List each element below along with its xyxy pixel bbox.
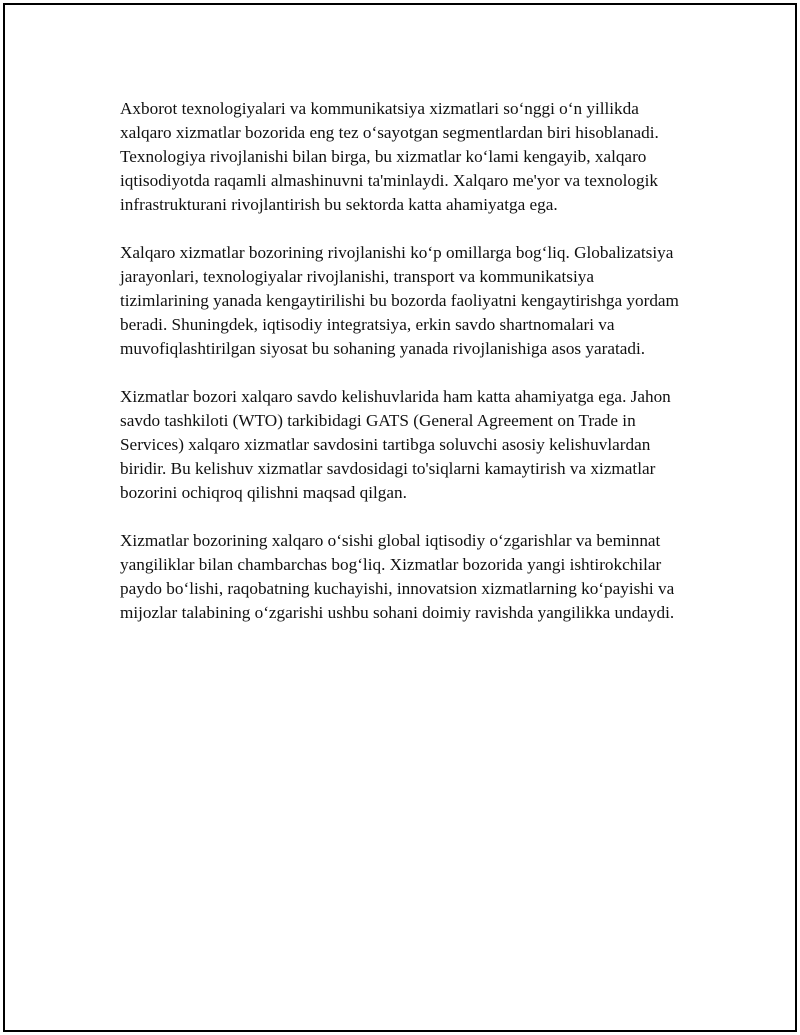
- paragraph-3: Xizmatlar bozori xalqaro savdo kelishuvlarida ham katta ahamiyatga ega. Jahon savdo tashkiloti (WTO) tarkibidagi GATS (General Agreement on Trade in Services) xalqaro xizmatlar savdosini tartibga soluvchi asosiy kelishuvlardan biridir. Bu kelishuv xizmatlar savdosidagi to'siqlarni kamaytirish va xizmatlar bozorini ochiqroq qilishni maqsad qilgan.: [120, 387, 671, 502]
- document-page: [3, 3, 797, 1032]
- paragraph-2: Xalqaro xizmatlar bozorining rivojlanishi ko‘p omillarga bog‘liq. Globalizatsiya jarayonlari, texnologiyalar rivojlanishi, transport va kommunikatsiya tizimlarining yanada kengaytirilishi bu bozorda faoliyatni kengaytirishga yordam beradi. Shuningdek, iqtisodiy integratsiya, erkin savdo shartnomalari va muvofiqlashtirilgan siyosat bu sohaning yanada rivojlanishiga asos yaratadi.: [120, 243, 679, 358]
- paragraph-1: Axborot texnologiyalari va kommunikatsiya xizmatlari so‘nggi o‘n yillikda xalqaro xizmatlar bozorida eng tez o‘sayotgan segmentlardan biri hisoblanadi. Texnologiya rivojlanishi bilan birga, bu xizmatlar ko‘lami kengayib, xalqaro iqtisodiyotda raqamli almashinuvni ta'minlaydi. Xalqaro me'yor va texnologik infrastrukturani rivojlantirish bu sektorda katta ahamiyatga ega.: [120, 99, 659, 214]
- document-body: [120, 97, 686, 649]
- paragraph-4: Xizmatlar bozorining xalqaro o‘sishi global iqtisodiy o‘zgarishlar va beminnat yangiliklar bilan chambarchas bog‘liq. Xizmatlar bozorida yangi ishtirokchilar paydo bo‘lishi, raqobatning kuchayishi, innovatsion xizmatlarning ko‘payishi va mijozlar talabining o‘zgarishi ushbu sohani doimiy ravishda yangilikka undaydi.: [120, 531, 675, 622]
